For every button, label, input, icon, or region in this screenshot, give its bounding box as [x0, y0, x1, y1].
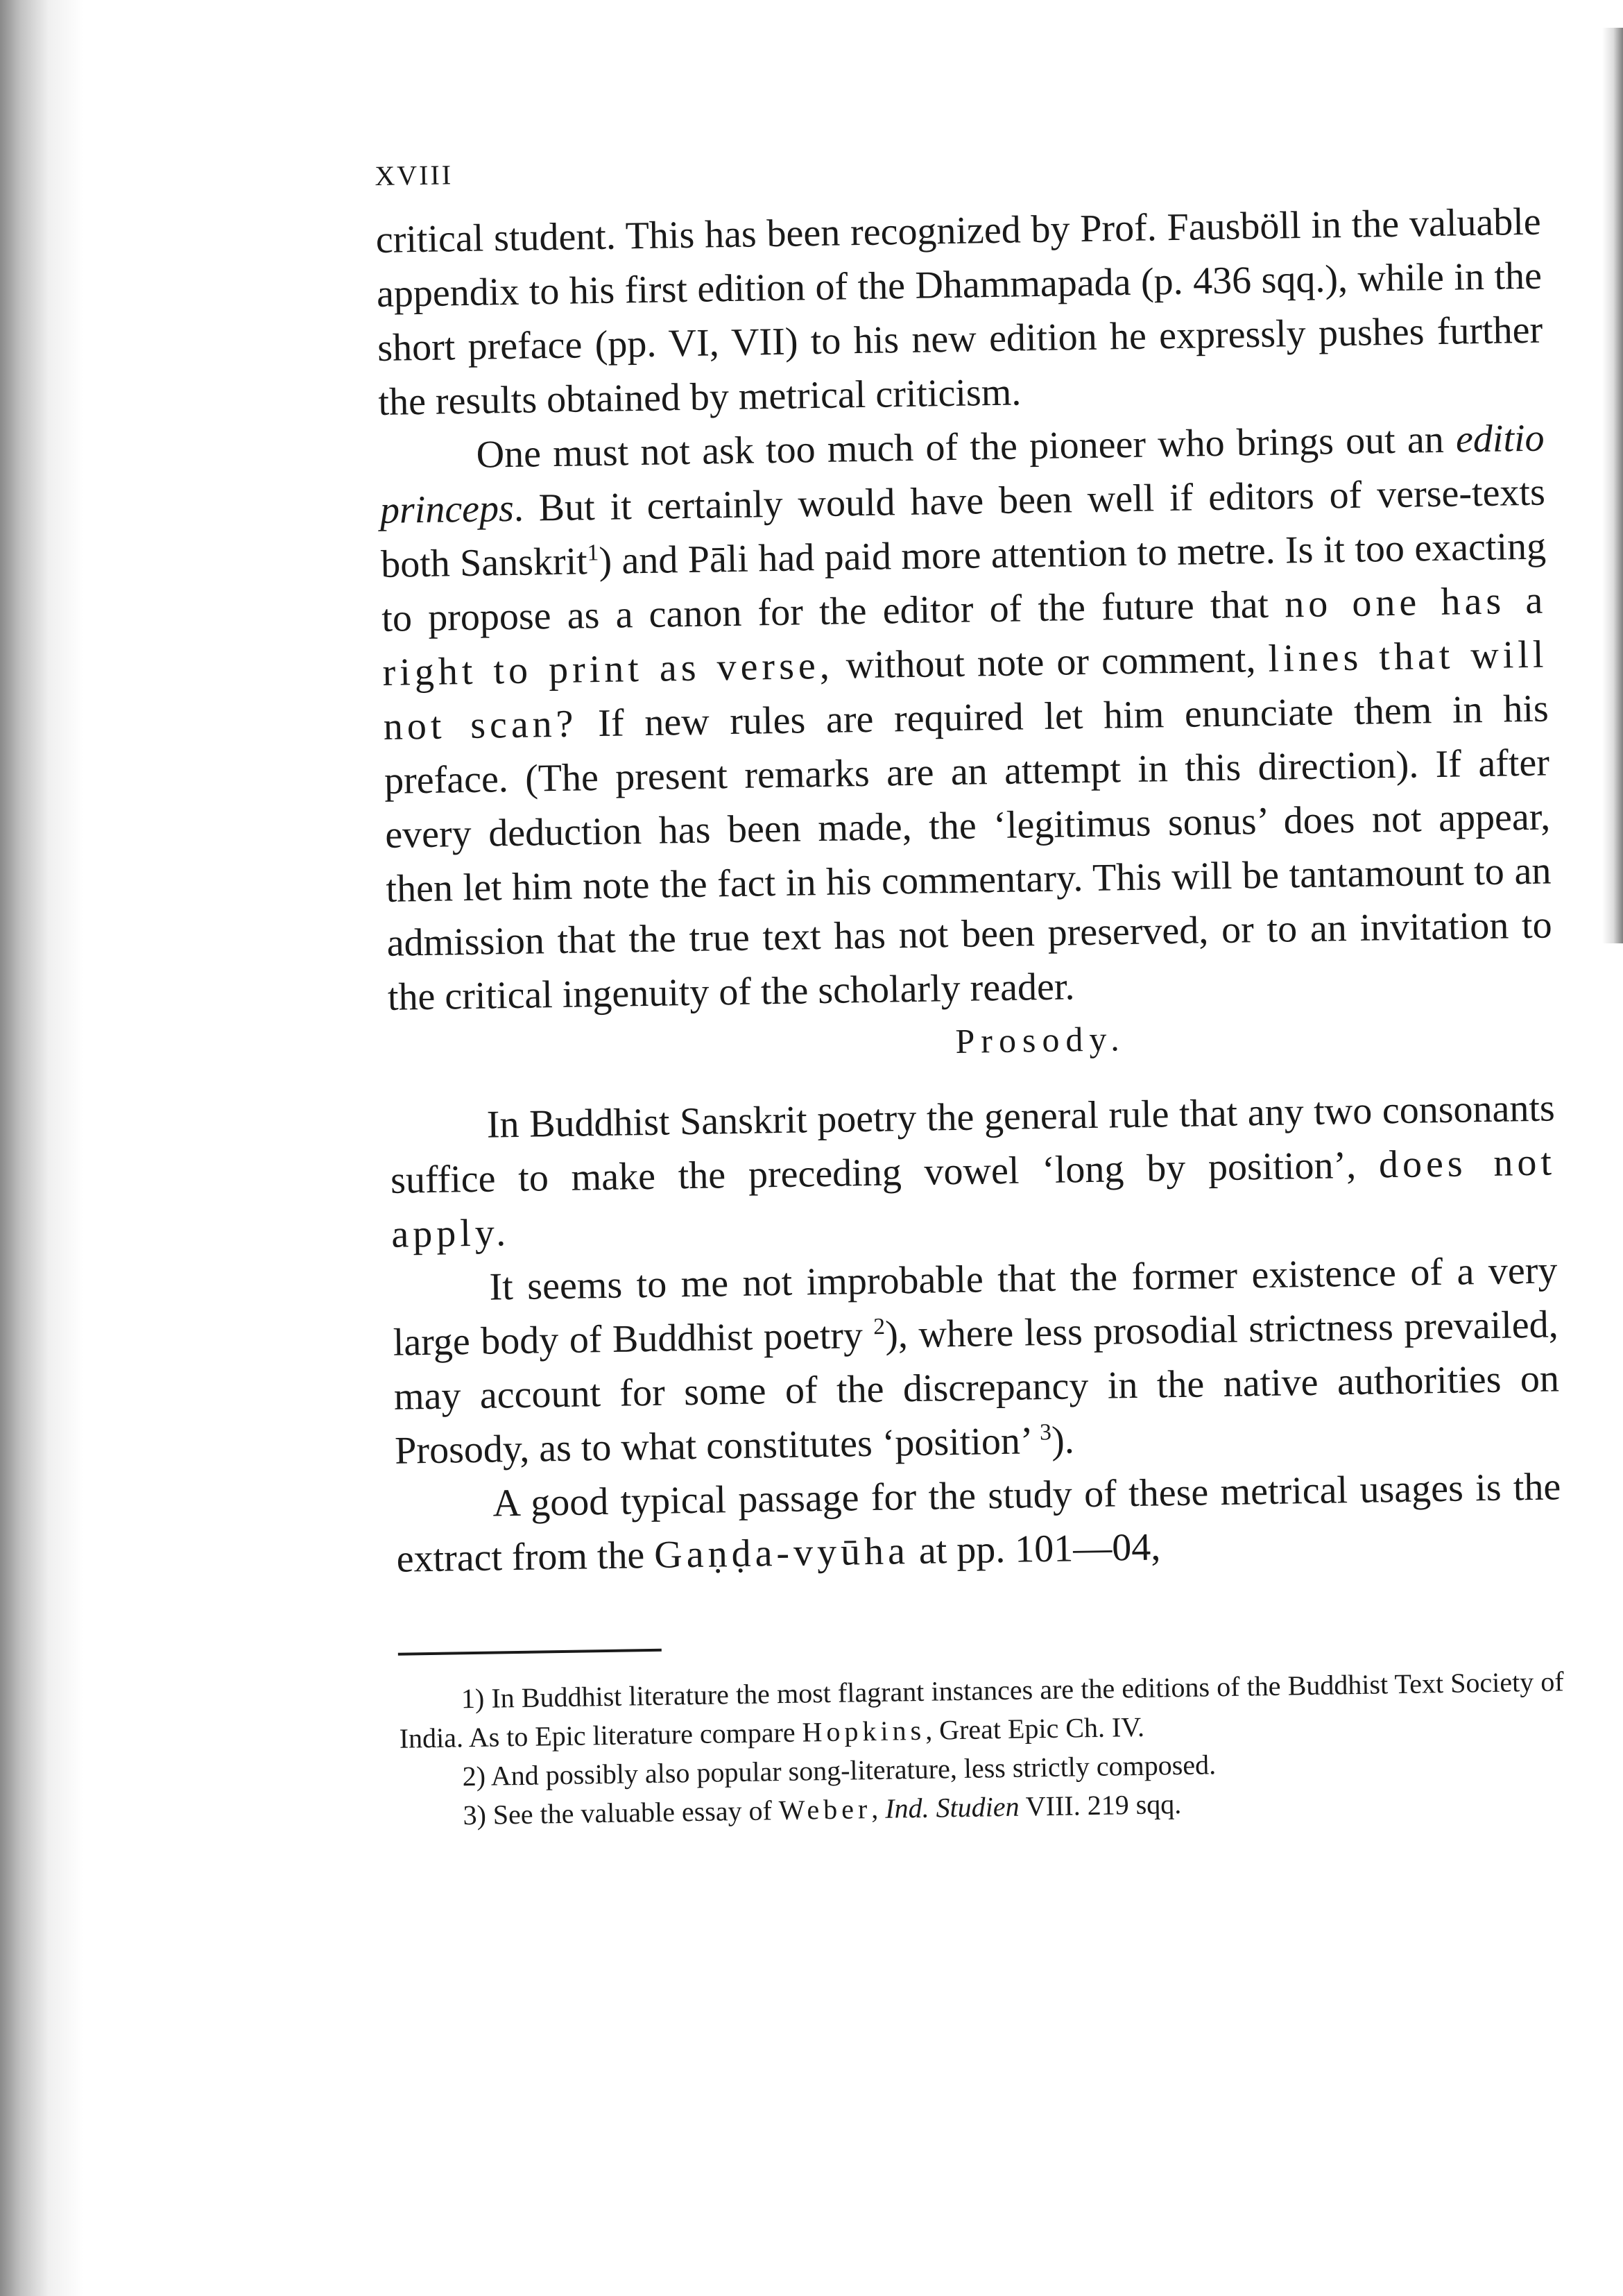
footnote-ref-1: 1 [587, 540, 599, 566]
paragraph-2-text-e: If new rules are required let him enunciate them in his preface. (The present remarks are an attempt in this direction). If after every deduction has been made, the ‘legitimus sonus’ does not appear, then let him note the fact in his commentary. This will be tantamount to an admission that the true text has not been preserved, or to an invitation to the critical ingenuity of the scholarly reader. [384, 687, 1553, 1019]
page-edge-shadow [1602, 28, 1623, 943]
paragraph-5-spaced: Gaṇḍa-vyūha [653, 1530, 910, 1577]
paragraph-3 [389, 1081, 1556, 1261]
footnote-1-spaced: Hopkins [802, 1714, 926, 1748]
footnote-ref-2: 2 [873, 1313, 886, 1340]
paragraph-4-text-a: It seems to me not improbable that the former existence of a very large body of Buddhist poetry [393, 1249, 1558, 1364]
paragraph-2-text-c: ) and Pāli had paid more attention to metre. Is it too exacting to propose as a canon for the editor of the future that [381, 524, 1547, 640]
footnote-divider [398, 1649, 662, 1656]
paragraph-2-text-b: . But it certainly would have been well if editors of verse-texts both Sanskrit [380, 470, 1546, 586]
paragraph-5 [395, 1459, 1562, 1586]
paragraph-2 [379, 411, 1553, 1025]
footnote-1-text-b: , Great Epic Ch. IV. [925, 1711, 1145, 1746]
footnote-2: 2) And possibly also popular song-literature, less strictly composed. [462, 1749, 1217, 1792]
page-number: XVIII [375, 159, 454, 191]
paragraph-5-text-a: A good typical passage for the study of these metrical usages is the extract from the [396, 1465, 1561, 1581]
footnote-3-text-c: VIII. 219 sqq. [1019, 1788, 1182, 1822]
paragraph-3-text-a: In Buddhist Sanskrit poetry the general rule that any two consonants suffice to make the preceding vowel ‘long by position’, [390, 1086, 1556, 1202]
footnote-3-text-b: , [870, 1792, 886, 1825]
paragraph-2-italic: editio princeps [379, 416, 1545, 532]
paragraph-3-spaced: does not apply. [390, 1140, 1556, 1256]
paragraph-2-text-d: without note or comment, [833, 637, 1269, 687]
paragraph-4-text-b: ), where less prosodial strictness prevailed, may account for some of the discrepancy in the native authorities on Prosody, as to what constitutes ‘position’ [393, 1303, 1560, 1473]
paragraph-4-text-c: ). [1051, 1419, 1075, 1462]
paragraph-2-spaced-1: no one has a right to print as verse, [382, 579, 1547, 694]
footnote-1-text-a: 1) In Buddhist literature the most flagrant instances are the editions of the Buddhist Text Society of India. As to Epic literature compare [399, 1665, 1565, 1754]
footnote-3-spaced: Weber [778, 1793, 872, 1826]
paragraph-4 [392, 1243, 1561, 1477]
section-heading-prosody: Prosody. [955, 1019, 1126, 1061]
paragraph-2-text-a: One must not ask too much of the pioneer who brings out an [476, 418, 1457, 477]
footnote-ref-3: 3 [1039, 1419, 1052, 1446]
paragraph-2-spaced-2: lines that will not scan? [383, 633, 1548, 748]
paragraph-5-text-b: at pp. 101—04, [909, 1525, 1161, 1573]
footnote-3-text-a: 3) See the valuable essay of [463, 1794, 780, 1831]
paragraph-1: critical student. This has been recognized by Prof. Fausböll in the valuable appendix to his first edition of the Dhammapada (p. 436 sqq.), while in the short preface (pp. VI, VII) to his new edition he expressly pushes further the results obtained by metrical criticism. [375, 200, 1543, 424]
book-page [375, 142, 1566, 1836]
footnote-3-italic: Ind. Studien [884, 1790, 1020, 1824]
binding-shadow [0, 0, 83, 2296]
